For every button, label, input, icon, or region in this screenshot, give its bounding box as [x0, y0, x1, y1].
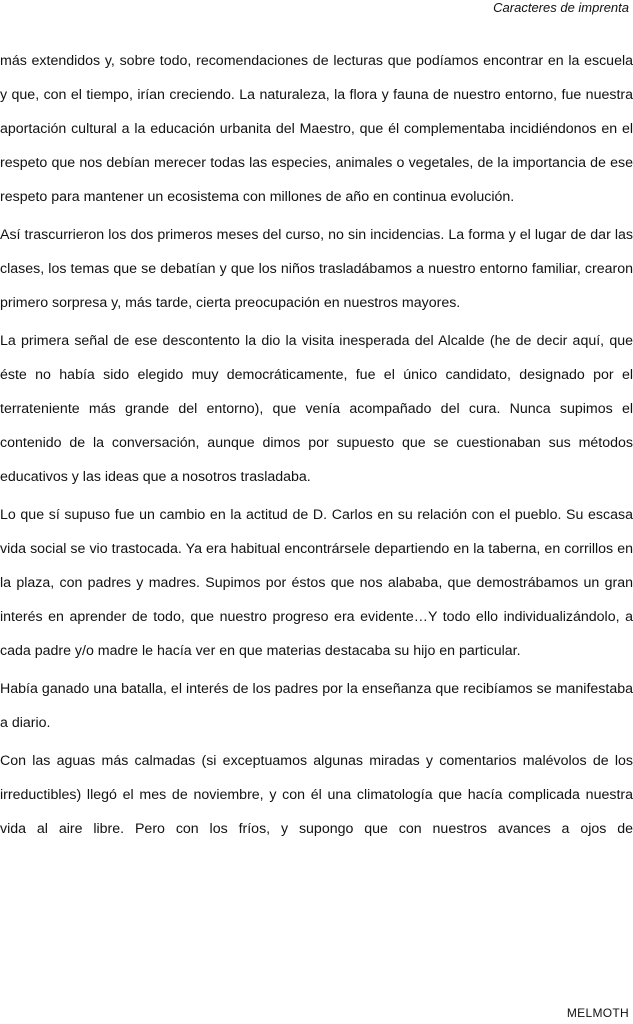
running-header-title: Caracteres de imprenta [493, 0, 629, 15]
paragraph-5: Había ganado una batalla, el interés de los padres por la enseñanza que recibíamos se manifestaba a diario. [0, 681, 633, 731]
running-footer-author: MELMOTH [566, 1006, 629, 1020]
paragraph-6: Con las aguas más calmadas (si exceptuamos algunas miradas y comentarios malévolos de los irreductibles) llegó el mes de noviembre, y con él una climatología que hacía complicada nuestra vida al aire libre. Pero con los fríos, y supongo que con nuestros avances a ojos de [0, 753, 633, 837]
paragraph-3: La primera señal de ese descontento la dio la visita inesperada del Alcalde (he de decir aquí, que éste no había sido elegido muy democráticamente, fue el único candidato, designado por el terrateniente más grande del entorno), que venía acompañado del cura. Nunca supimos el contenido de la conversación, aunque dimos por supuesto que se cuestionaban sus métodos educativos y las ideas que a nosotros trasladaba. [0, 333, 633, 485]
body-text [0, 44, 633, 850]
paragraph-1: más extendidos y, sobre todo, recomendaciones de lecturas que podíamos encontrar en la escuela y que, con el tiempo, irían creciendo. La naturaleza, la flora y fauna de nuestro entorno, fue nuestra aportación cultural a la educación urbanita del Maestro, que él complementaba incidiéndonos en el respeto que nos debían merecer todas las especies, animales o vegetales, de la importancia de ese respeto para mantener un ecosistema con millones de año en continua evolución. [0, 53, 633, 205]
paragraph-2: Así trascurrieron los dos primeros meses del curso, no sin incidencias. La forma y el lugar de dar las clases, los temas que se debatían y que los niños trasladábamos a nuestro entorno familiar, crearon primero sorpresa y, más tarde, cierta preocupación en nuestros mayores. [0, 227, 633, 311]
paragraph-4: Lo que sí supuso fue un cambio en la actitud de D. Carlos en su relación con el pueblo. Su escasa vida social se vio trastocada. Ya era habitual encontrársele departiendo en la taberna, en corrillos en la plaza, con padres y madres. Supimos por éstos que nos alababa, que demostrábamos un gran interés en aprender de todo, que nuestro progreso era evidente…Y todo ello individualizándolo, a cada padre y/o madre le hacía ver en que materias destacaba su hijo en particular. [0, 507, 633, 659]
